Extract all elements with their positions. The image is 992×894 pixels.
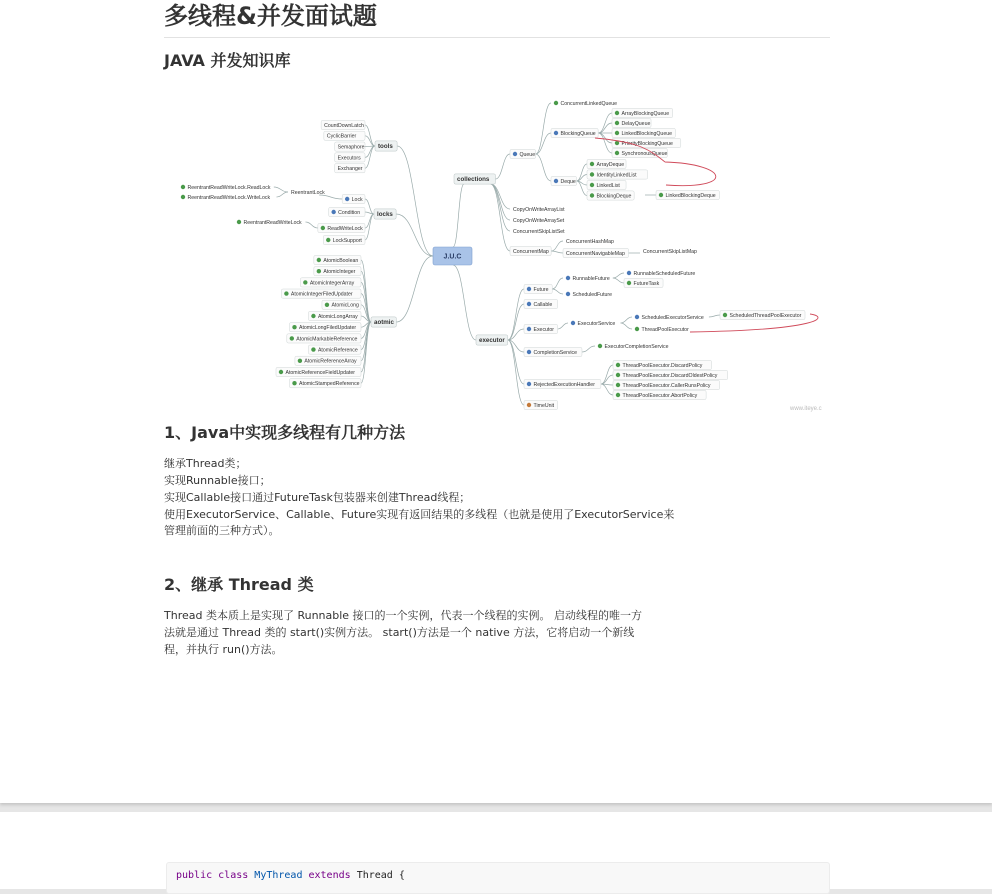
svg-text:ExecutorService: ExecutorService (577, 320, 616, 327)
node-bullet-icon (317, 258, 321, 262)
node-bullet-icon (616, 373, 620, 377)
diagram-node (613, 360, 712, 369)
diagram-edge (582, 346, 595, 352)
svg-text:AtomicReferenceFieldUpdater: AtomicReferenceFieldUpdater (285, 369, 355, 376)
branch-node (476, 335, 508, 345)
diagram-node (510, 149, 536, 158)
svg-text:AtomicReferenceArray: AtomicReferenceArray (304, 358, 357, 365)
svg-text:ScheduledExecutorService: ScheduledExecutorService (641, 314, 704, 321)
svg-text:AtomicStampedReference: AtomicStampedReference (299, 381, 360, 388)
diagram-node (612, 148, 667, 157)
svg-text:LinkedBlockingQueue: LinkedBlockingQueue (621, 130, 672, 137)
diagram-edge (397, 146, 433, 256)
svg-text:ScheduledFuture: ScheduledFuture (572, 291, 613, 298)
juc-center-node (433, 247, 472, 265)
diagram-edge (490, 184, 510, 251)
diagram-node (598, 344, 669, 350)
svg-text:executor: executor (479, 337, 505, 345)
node-bullet-icon (331, 210, 335, 214)
svg-text:ThreadPoolExecutor.DiscardPoli: ThreadPoolExecutor.DiscardPolicy (622, 362, 703, 369)
diagram-node (513, 207, 565, 213)
svg-text:Condition: Condition (338, 209, 361, 216)
paragraph-line: Thread 类本质上是实现了 Runnable 接口的一个实例，代表一个线程的实例。 启动线程的唯一方 (164, 609, 643, 622)
diagram-node (656, 190, 719, 199)
diagram-edge (490, 184, 510, 209)
paragraph-line: 管理前面的三种方式）。 (164, 524, 280, 537)
diagram-node (290, 323, 361, 332)
diagram-node (181, 185, 271, 191)
branch-node (371, 317, 396, 327)
section-heading-2: 2、继承 Thread 类 (164, 575, 314, 594)
diagram-node (587, 180, 626, 189)
paragraph-line: 法就是通过 Thread 类的 start()实例方法。 start()方法是一个 native 方法，它将启动一个新线 (164, 626, 635, 639)
node-bullet-icon (615, 121, 619, 125)
svg-text:AtomicMarkableReference: AtomicMarkableReference (296, 336, 358, 343)
diagram-edge (274, 187, 288, 192)
node-bullet-icon (615, 141, 619, 145)
svg-text:Executors: Executors (337, 155, 361, 162)
diagram-edge (365, 125, 375, 146)
svg-text:TimeUnit: TimeUnit (533, 402, 555, 409)
code-class-name: MyThread (254, 870, 303, 881)
section-heading-juc: JAVA 并发知识库 (164, 51, 291, 70)
svg-text:AtomicLongFiledUpdater: AtomicLongFiledUpdater (299, 325, 357, 332)
diagram-node (335, 164, 365, 173)
diagram-node (287, 334, 361, 343)
diagram-node (635, 315, 704, 321)
diagram-edge (598, 133, 612, 143)
diagram-node (566, 276, 610, 282)
node-bullet-icon (635, 327, 639, 331)
section-heading-1: 1、Java中实现多线程有几种方法 (164, 423, 406, 442)
svg-text:AtomicReference: AtomicReference (317, 347, 358, 354)
svg-text:ThreadPoolExecutor.AbortPolicy: ThreadPoolExecutor.AbortPolicy (622, 392, 698, 399)
paragraph-line: 继承Thread类； (164, 457, 247, 470)
diagram-node (513, 218, 565, 224)
svg-text:ReentrantReadWriteLock: ReentrantReadWriteLock (243, 219, 302, 226)
diagram-node (627, 271, 696, 277)
svg-text:BlockingQueue: BlockingQueue (560, 130, 596, 137)
diagram-edge (508, 340, 524, 405)
node-bullet-icon (527, 287, 531, 291)
diagram-node (513, 229, 565, 235)
svg-text:J.U.C: J.U.C (443, 253, 462, 261)
diagram-node (612, 118, 651, 127)
paragraph-line: 使用ExecutorService、Callable、Future实现有返回结果的多线程（也就是使用了ExecutorService来 (164, 508, 675, 521)
diagram-node (563, 248, 628, 257)
diagram-edge (536, 133, 551, 154)
diagram-edge (552, 278, 563, 289)
svg-text:BlockingDeque: BlockingDeque (596, 193, 632, 200)
diagram-edge (598, 123, 612, 133)
title-divider (164, 37, 830, 38)
paragraph-line: 实现Runnable接口； (164, 474, 271, 487)
diagram-edge (613, 273, 624, 278)
node-bullet-icon (345, 197, 349, 201)
diagram-node (720, 310, 805, 319)
diagram-node (300, 278, 361, 287)
diagram-node (314, 255, 361, 264)
svg-text:ThreadPoolExecutor.CallerRunsP: ThreadPoolExecutor.CallerRunsPolicy (622, 382, 711, 389)
diagram-node (524, 347, 582, 356)
node-bullet-icon (627, 281, 631, 285)
node-bullet-icon (590, 183, 594, 187)
svg-text:ReentrantReadWriteLock.ReadLoc: ReentrantReadWriteLock.ReadLock (187, 184, 271, 191)
branch-node (375, 141, 397, 151)
node-bullet-icon (566, 276, 570, 280)
diagram-node (322, 300, 361, 309)
node-bullet-icon (321, 226, 325, 230)
diagram-edge (621, 317, 632, 323)
node-bullet-icon (566, 292, 570, 296)
node-bullet-icon (326, 238, 330, 242)
node-bullet-icon (298, 359, 302, 363)
code-block (166, 862, 830, 894)
svg-text:SynchronousQueue: SynchronousQueue (621, 150, 668, 157)
svg-text:Exchanger: Exchanger (337, 166, 363, 173)
node-bullet-icon (554, 101, 558, 105)
svg-text:Future: Future (533, 286, 549, 293)
code-keyword: public (176, 870, 213, 881)
diagram-node (329, 207, 365, 216)
juc-mind-map (170, 92, 835, 414)
svg-text:collections: collections (457, 176, 490, 184)
svg-text:CompletionService: CompletionService (533, 349, 578, 356)
svg-text:Lock: Lock (351, 196, 363, 203)
diagram-edge (396, 256, 433, 322)
node-bullet-icon (181, 195, 185, 199)
diagram-node (335, 142, 365, 151)
node-bullet-icon (527, 350, 531, 354)
diagram-edge (508, 289, 524, 340)
svg-text:ThreadPoolExecutor: ThreadPoolExecutor (641, 326, 689, 333)
diagram-edge (598, 133, 612, 153)
branch-node (374, 209, 396, 219)
diagram-edge (598, 113, 612, 133)
svg-text:AtomicIntegerFiledUpdater: AtomicIntegerFiledUpdater (290, 291, 353, 298)
diagram-edge (621, 323, 632, 329)
paragraph-line: 程，并执行 run()方法。 (164, 643, 283, 656)
page-title: 多线程&并发面试题 (164, 2, 377, 30)
node-bullet-icon (317, 269, 321, 273)
diagram-edge (613, 278, 624, 283)
code-parent-class: Thread (356, 870, 393, 881)
diagram-node (566, 292, 612, 298)
node-bullet-icon (527, 302, 531, 306)
svg-text:ExecutorCompletionService: ExecutorCompletionService (604, 343, 669, 350)
svg-text:IdentityLinkedList: IdentityLinkedList (596, 172, 637, 179)
diagram-node (524, 400, 558, 409)
code-brace: { (398, 870, 405, 881)
svg-text:Queue: Queue (519, 151, 536, 158)
svg-text:ConcurrentSkipListSet: ConcurrentSkipListSet (513, 228, 565, 235)
node-bullet-icon (292, 381, 296, 385)
svg-text:ScheduledThreadPoolExecutor: ScheduledThreadPoolExecutor (729, 312, 802, 319)
node-bullet-icon (627, 271, 631, 275)
diagram-edge (709, 315, 720, 317)
diagram-node (624, 278, 663, 287)
svg-text:LinkedBlockingDeque: LinkedBlockingDeque (665, 192, 716, 199)
diagram-node (291, 190, 325, 196)
svg-text:LockSupport: LockSupport (332, 237, 362, 244)
svg-text:RejectedExecutionHandler: RejectedExecutionHandler (533, 381, 595, 388)
diagram-node (613, 370, 728, 379)
diagram-node (612, 138, 681, 147)
svg-text:CyclicBarrier: CyclicBarrier (326, 133, 357, 140)
node-bullet-icon (615, 111, 619, 115)
diagram-node (308, 311, 361, 320)
node-bullet-icon (590, 162, 594, 166)
diagram-node (524, 299, 558, 308)
node-bullet-icon (616, 393, 620, 397)
diagram-node (612, 128, 675, 137)
node-bullet-icon (554, 179, 558, 183)
node-bullet-icon (284, 291, 288, 295)
diagram-node (335, 153, 365, 162)
node-bullet-icon (292, 325, 296, 329)
node-bullet-icon (571, 321, 575, 325)
diagram-edge (601, 375, 613, 384)
svg-text:Executor: Executor (533, 326, 554, 333)
diagram-node (613, 380, 720, 389)
code-keyword: class (218, 870, 249, 881)
diagram-edge (552, 289, 563, 294)
diagram-edge (495, 154, 510, 179)
diagram-node (635, 327, 689, 333)
svg-text:CopyOnWriteArrayList: CopyOnWriteArrayList (513, 206, 565, 213)
node-bullet-icon (237, 220, 241, 224)
svg-text:Semaphore: Semaphore (337, 144, 365, 151)
diagram-node (612, 108, 673, 117)
diagram-edge (396, 214, 433, 256)
node-bullet-icon (616, 363, 620, 367)
diagram-node (613, 390, 706, 399)
diagram-edge (490, 184, 510, 231)
diagram-node (587, 191, 634, 200)
diagram-edge (551, 241, 563, 251)
diagram-edge (453, 184, 464, 247)
diagram-edge (536, 154, 551, 181)
svg-text:ReentrantReadWriteLock.WriteLo: ReentrantReadWriteLock.WriteLock (187, 194, 271, 201)
svg-text:LinkedList: LinkedList (596, 182, 620, 189)
svg-text:DelayQueue: DelayQueue (621, 120, 651, 127)
node-bullet-icon (635, 315, 639, 319)
svg-text:ArrayDeque: ArrayDeque (596, 161, 625, 168)
node-bullet-icon (527, 327, 531, 331)
diagram-node (308, 345, 361, 354)
svg-text:ConcurrentHashMap: ConcurrentHashMap (566, 238, 614, 245)
svg-text:Callable: Callable (533, 301, 553, 308)
svg-text:FutureTask: FutureTask (633, 280, 660, 287)
node-bullet-icon (311, 314, 315, 318)
diagram-node (524, 379, 601, 388)
diagram-edge (453, 265, 476, 340)
code-line (176, 870, 405, 881)
node-bullet-icon (303, 280, 307, 284)
svg-text:AtomicIntegerArray: AtomicIntegerArray (309, 280, 355, 287)
diagram-node (587, 170, 648, 179)
svg-text:RunnableScheduledFuture: RunnableScheduledFuture (633, 270, 696, 277)
svg-text:tools: tools (378, 143, 393, 151)
node-bullet-icon (590, 193, 594, 197)
diagram-edge (551, 251, 563, 253)
code-keyword: extends (308, 870, 351, 881)
diagram-edge (277, 192, 288, 197)
svg-text:ConcurrentMap: ConcurrentMap (513, 248, 549, 255)
diagram-node (295, 356, 361, 365)
diagram-node (342, 194, 365, 203)
diagram-node (510, 246, 551, 255)
diagram-node (314, 267, 361, 276)
diagram-node (551, 128, 598, 137)
diagram-node (290, 379, 361, 388)
document-page-2 (0, 812, 992, 889)
node-bullet-icon (325, 303, 329, 307)
diagram-node (587, 159, 626, 168)
node-bullet-icon (616, 383, 620, 387)
node-bullet-icon (279, 370, 283, 374)
svg-text:ConcurrentLinkedQueue: ConcurrentLinkedQueue (560, 100, 618, 107)
diagram-edge (305, 222, 317, 228)
branch-node (454, 174, 495, 184)
svg-text:RunnableFuture: RunnableFuture (572, 275, 610, 282)
node-bullet-icon (615, 131, 619, 135)
diagram-node (281, 289, 361, 298)
diagram-node (554, 101, 617, 107)
diagram-node (566, 239, 614, 245)
diagram-node (524, 324, 558, 333)
node-bullet-icon (527, 382, 531, 386)
node-bullet-icon (598, 344, 602, 348)
diagram-edge (601, 384, 613, 395)
node-bullet-icon (311, 347, 315, 351)
svg-text:PriorityBlockingQueue: PriorityBlockingQueue (621, 140, 673, 147)
svg-text:locks: locks (377, 211, 393, 219)
diagram-node (237, 220, 302, 226)
diagram-node (643, 249, 697, 255)
svg-text:ThreadPoolExecutor.DiscardOlde: ThreadPoolExecutor.DiscardOldestPolicy (622, 372, 718, 379)
diagram-edge (558, 323, 568, 329)
svg-text:AtomicLong: AtomicLong (331, 302, 359, 309)
diagram-node (321, 120, 365, 129)
diagram-node (181, 195, 271, 201)
diagram-edge (577, 164, 587, 181)
svg-text:AtomicInteger: AtomicInteger (323, 269, 356, 276)
diagram-node (323, 235, 365, 244)
svg-text:ConcurrentNavigableMap: ConcurrentNavigableMap (566, 250, 625, 257)
svg-text:AtomicLongArray: AtomicLongArray (317, 313, 358, 320)
node-bullet-icon (181, 185, 185, 189)
diagram-edge (601, 365, 613, 384)
node-bullet-icon (615, 151, 619, 155)
svg-text:Deque: Deque (560, 178, 576, 185)
diagram-node (276, 367, 361, 376)
diagram-node (571, 321, 616, 327)
node-bullet-icon (723, 313, 727, 317)
diagram-edge (365, 136, 375, 146)
node-bullet-icon (590, 172, 594, 176)
svg-text:ReadWriteLock: ReadWriteLock (327, 225, 363, 232)
svg-text:CountDownLatch: CountDownLatch (324, 122, 364, 129)
node-bullet-icon (527, 403, 531, 407)
diagram-edge (536, 103, 551, 154)
svg-text:CopyOnWriteArraySet: CopyOnWriteArraySet (513, 217, 565, 224)
svg-text:ArrayBlockingQueue: ArrayBlockingQueue (621, 110, 670, 117)
svg-text:AtomicBoolean: AtomicBoolean (323, 257, 359, 264)
diagram-node (551, 176, 577, 185)
diagram-node (324, 131, 365, 140)
node-bullet-icon (659, 193, 663, 197)
diagram-edge (490, 184, 510, 220)
svg-text:ConcurrentSkipListMap: ConcurrentSkipListMap (643, 248, 697, 255)
svg-text:aotmic: aotmic (374, 319, 394, 327)
svg-text:ReentrantLock: ReentrantLock (291, 189, 325, 196)
diagram-node (524, 284, 552, 293)
node-bullet-icon (290, 336, 294, 340)
diagram-watermark: www.iteye.c (790, 406, 822, 412)
paragraph-line: 实现Callable接口通过FutureTask包装器来创建Thread线程； (164, 491, 471, 504)
node-bullet-icon (554, 131, 558, 135)
diagram-node (318, 223, 365, 232)
node-bullet-icon (513, 152, 517, 156)
